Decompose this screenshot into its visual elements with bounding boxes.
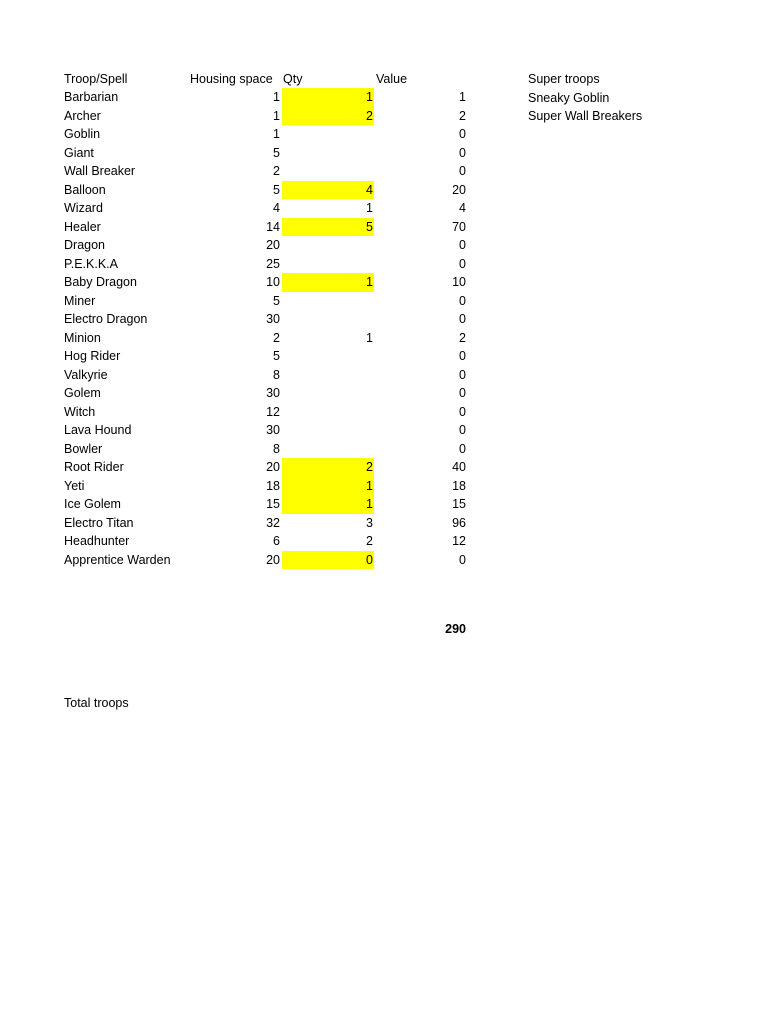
cell-qty[interactable]: 1 bbox=[366, 330, 373, 345]
table-row bbox=[0, 107, 768, 126]
cell-troop-name[interactable]: Balloon bbox=[64, 182, 106, 197]
cell-qty[interactable]: 3 bbox=[366, 515, 373, 530]
cell-housing-space[interactable]: 25 bbox=[266, 256, 280, 271]
table-row bbox=[0, 292, 768, 311]
cell-housing-space[interactable]: 30 bbox=[266, 423, 280, 437]
cell-troop-name[interactable]: Root Rider bbox=[64, 460, 124, 474]
cell-troop-name[interactable]: Ice Golem bbox=[64, 497, 121, 511]
cell-troop-name[interactable]: Miner bbox=[64, 293, 96, 308]
table-row bbox=[0, 458, 768, 477]
cell-housing-space[interactable]: 18 bbox=[266, 478, 280, 493]
cell-troop-name[interactable]: Yeti bbox=[64, 478, 85, 493]
cell-housing-space[interactable]: 14 bbox=[266, 219, 280, 234]
cell-qty[interactable]: 2 bbox=[366, 534, 373, 548]
table-row bbox=[0, 144, 768, 163]
cell-qty[interactable]: 1 bbox=[366, 201, 373, 215]
cell-value[interactable]: 10 bbox=[452, 275, 466, 289]
total-troops-label: Total troops bbox=[64, 696, 129, 710]
cell-housing-space[interactable]: 20 bbox=[266, 552, 280, 567]
cell-value[interactable]: 96 bbox=[452, 515, 466, 530]
header-qty: Qty bbox=[283, 72, 303, 86]
table-row bbox=[0, 218, 768, 237]
cell-qty[interactable]: 1 bbox=[282, 495, 374, 514]
cell-value[interactable]: 0 bbox=[459, 404, 466, 419]
cell-qty[interactable]: 4 bbox=[282, 181, 374, 200]
cell-troop-name[interactable]: Bowler bbox=[64, 441, 103, 456]
cell-housing-space[interactable]: 5 bbox=[273, 293, 280, 308]
cell-housing-space[interactable]: 5 bbox=[273, 182, 280, 197]
cell-troop-name[interactable]: Valkyrie bbox=[64, 367, 108, 382]
cell-value[interactable]: 70 bbox=[452, 219, 466, 234]
cell-value[interactable]: 0 bbox=[459, 386, 466, 400]
cell-housing-space[interactable]: 20 bbox=[266, 460, 280, 474]
cell-troop-name[interactable]: Hog Rider bbox=[64, 349, 121, 363]
cell-troop-name[interactable]: Electro Dragon bbox=[64, 312, 148, 326]
cell-troop-name[interactable]: Goblin bbox=[64, 127, 101, 141]
cell-troop-name[interactable]: Barbarian bbox=[64, 90, 119, 104]
cell-value[interactable]: 0 bbox=[459, 293, 466, 308]
cell-value[interactable]: 1 bbox=[459, 90, 466, 104]
table-row bbox=[0, 181, 768, 200]
table-row bbox=[0, 273, 768, 292]
cell-value[interactable]: 0 bbox=[459, 238, 466, 252]
cell-qty[interactable] bbox=[282, 421, 374, 440]
super-troops-title: Super troops bbox=[528, 72, 600, 86]
cell-value[interactable]: 0 bbox=[459, 256, 466, 271]
grand-total-value: 290 bbox=[445, 622, 466, 636]
super-troop-item: Sneaky Goblin bbox=[528, 90, 610, 105]
table-row bbox=[0, 162, 768, 181]
header-value: Value bbox=[376, 72, 408, 86]
cell-value[interactable]: 0 bbox=[459, 145, 466, 160]
cell-qty[interactable]: 2 bbox=[282, 458, 374, 477]
cell-qty[interactable] bbox=[282, 236, 374, 255]
cell-qty[interactable]: 2 bbox=[282, 107, 374, 126]
cell-qty[interactable]: 1 bbox=[282, 273, 374, 292]
cell-value[interactable]: 0 bbox=[459, 367, 466, 382]
table-row bbox=[0, 532, 768, 551]
table-row bbox=[0, 366, 768, 385]
cell-housing-space[interactable]: 2 bbox=[273, 330, 280, 345]
cell-housing-space[interactable]: 1 bbox=[273, 108, 280, 123]
cell-qty[interactable]: 5 bbox=[282, 218, 374, 237]
cell-value[interactable]: 4 bbox=[459, 201, 466, 215]
cell-value[interactable]: 0 bbox=[459, 164, 466, 178]
cell-value[interactable]: 0 bbox=[459, 441, 466, 456]
table-row bbox=[0, 199, 768, 218]
cell-housing-space[interactable]: 1 bbox=[273, 90, 280, 104]
troop-table bbox=[0, 88, 768, 569]
cell-qty[interactable] bbox=[282, 292, 374, 311]
super-troop-item: Super Wall Breakers bbox=[528, 109, 643, 123]
table-row bbox=[0, 495, 768, 514]
table-row bbox=[0, 514, 768, 533]
cell-troop-name[interactable]: Wall Breaker bbox=[64, 164, 136, 178]
cell-housing-space[interactable]: 30 bbox=[266, 386, 280, 400]
table-row bbox=[0, 88, 768, 107]
cell-troop-name[interactable]: Wizard bbox=[64, 201, 103, 215]
cell-housing-space[interactable]: 12 bbox=[266, 404, 280, 419]
table-row bbox=[0, 421, 768, 440]
table-row bbox=[0, 236, 768, 255]
cell-troop-name[interactable]: Giant bbox=[64, 145, 94, 160]
cell-qty[interactable] bbox=[282, 366, 374, 385]
cell-troop-name[interactable]: Witch bbox=[64, 404, 96, 419]
cell-troop-name[interactable]: Electro Titan bbox=[64, 515, 134, 530]
table-row bbox=[0, 329, 768, 348]
cell-qty[interactable] bbox=[282, 384, 374, 403]
cell-qty[interactable] bbox=[282, 347, 374, 366]
cell-qty[interactable] bbox=[282, 125, 374, 144]
header-housing-space: Housing space bbox=[190, 72, 273, 86]
cell-troop-name[interactable]: Healer bbox=[64, 219, 101, 234]
cell-housing-space[interactable]: 10 bbox=[266, 275, 280, 289]
cell-troop-name[interactable]: P.E.K.K.A bbox=[64, 256, 118, 271]
cell-qty[interactable] bbox=[282, 403, 374, 422]
cell-housing-space[interactable]: 6 bbox=[273, 534, 280, 548]
cell-value[interactable]: 40 bbox=[452, 460, 466, 474]
cell-housing-space[interactable]: 5 bbox=[273, 145, 280, 160]
cell-qty[interactable]: 1 bbox=[282, 477, 374, 496]
cell-troop-name[interactable]: Minion bbox=[64, 330, 101, 345]
cell-value[interactable]: 0 bbox=[459, 349, 466, 363]
table-row bbox=[0, 440, 768, 459]
cell-housing-space[interactable]: 5 bbox=[273, 349, 280, 363]
cell-housing-space[interactable]: 4 bbox=[273, 201, 280, 215]
cell-qty[interactable] bbox=[282, 144, 374, 163]
cell-value[interactable]: 18 bbox=[452, 478, 466, 493]
cell-housing-space[interactable]: 2 bbox=[273, 164, 280, 178]
cell-housing-space[interactable]: 8 bbox=[273, 367, 280, 382]
cell-value[interactable]: 12 bbox=[452, 534, 466, 548]
table-row bbox=[0, 255, 768, 274]
cell-troop-name[interactable]: Lava Hound bbox=[64, 423, 132, 437]
cell-housing-space[interactable]: 15 bbox=[266, 497, 280, 511]
cell-troop-name[interactable]: Dragon bbox=[64, 238, 105, 252]
cell-value[interactable]: 0 bbox=[459, 312, 466, 326]
cell-qty[interactable]: 0 bbox=[282, 551, 374, 570]
table-row bbox=[0, 477, 768, 496]
cell-qty[interactable]: 1 bbox=[282, 88, 374, 107]
cell-housing-space[interactable]: 8 bbox=[273, 441, 280, 456]
cell-troop-name[interactable]: Headhunter bbox=[64, 534, 130, 548]
table-row bbox=[0, 403, 768, 422]
cell-value[interactable]: 0 bbox=[459, 552, 466, 567]
cell-troop-name[interactable]: Apprentice Warden bbox=[64, 552, 171, 567]
cell-housing-space[interactable]: 30 bbox=[266, 312, 280, 326]
cell-value[interactable]: 2 bbox=[459, 330, 466, 345]
cell-troop-name[interactable]: Baby Dragon bbox=[64, 275, 137, 289]
cell-troop-name[interactable]: Archer bbox=[64, 108, 101, 123]
header-troop-spell: Troop/Spell bbox=[64, 72, 128, 86]
cell-qty[interactable] bbox=[282, 162, 374, 181]
cell-value[interactable]: 2 bbox=[459, 108, 466, 123]
cell-value[interactable]: 0 bbox=[459, 423, 466, 437]
cell-qty[interactable] bbox=[282, 440, 374, 459]
cell-troop-name[interactable]: Golem bbox=[64, 386, 101, 400]
table-row bbox=[0, 347, 768, 366]
cell-qty[interactable] bbox=[282, 255, 374, 274]
cell-value[interactable]: 0 bbox=[459, 127, 466, 141]
cell-housing-space[interactable]: 20 bbox=[266, 238, 280, 252]
table-row bbox=[0, 310, 768, 329]
cell-housing-space[interactable]: 32 bbox=[266, 515, 280, 530]
cell-housing-space[interactable]: 1 bbox=[273, 127, 280, 141]
table-row bbox=[0, 551, 768, 570]
cell-value[interactable]: 15 bbox=[452, 497, 466, 511]
cell-value[interactable]: 20 bbox=[452, 182, 466, 197]
table-row bbox=[0, 384, 768, 403]
super-troops-list bbox=[528, 70, 642, 126]
table-row bbox=[0, 125, 768, 144]
cell-qty[interactable] bbox=[282, 310, 374, 329]
